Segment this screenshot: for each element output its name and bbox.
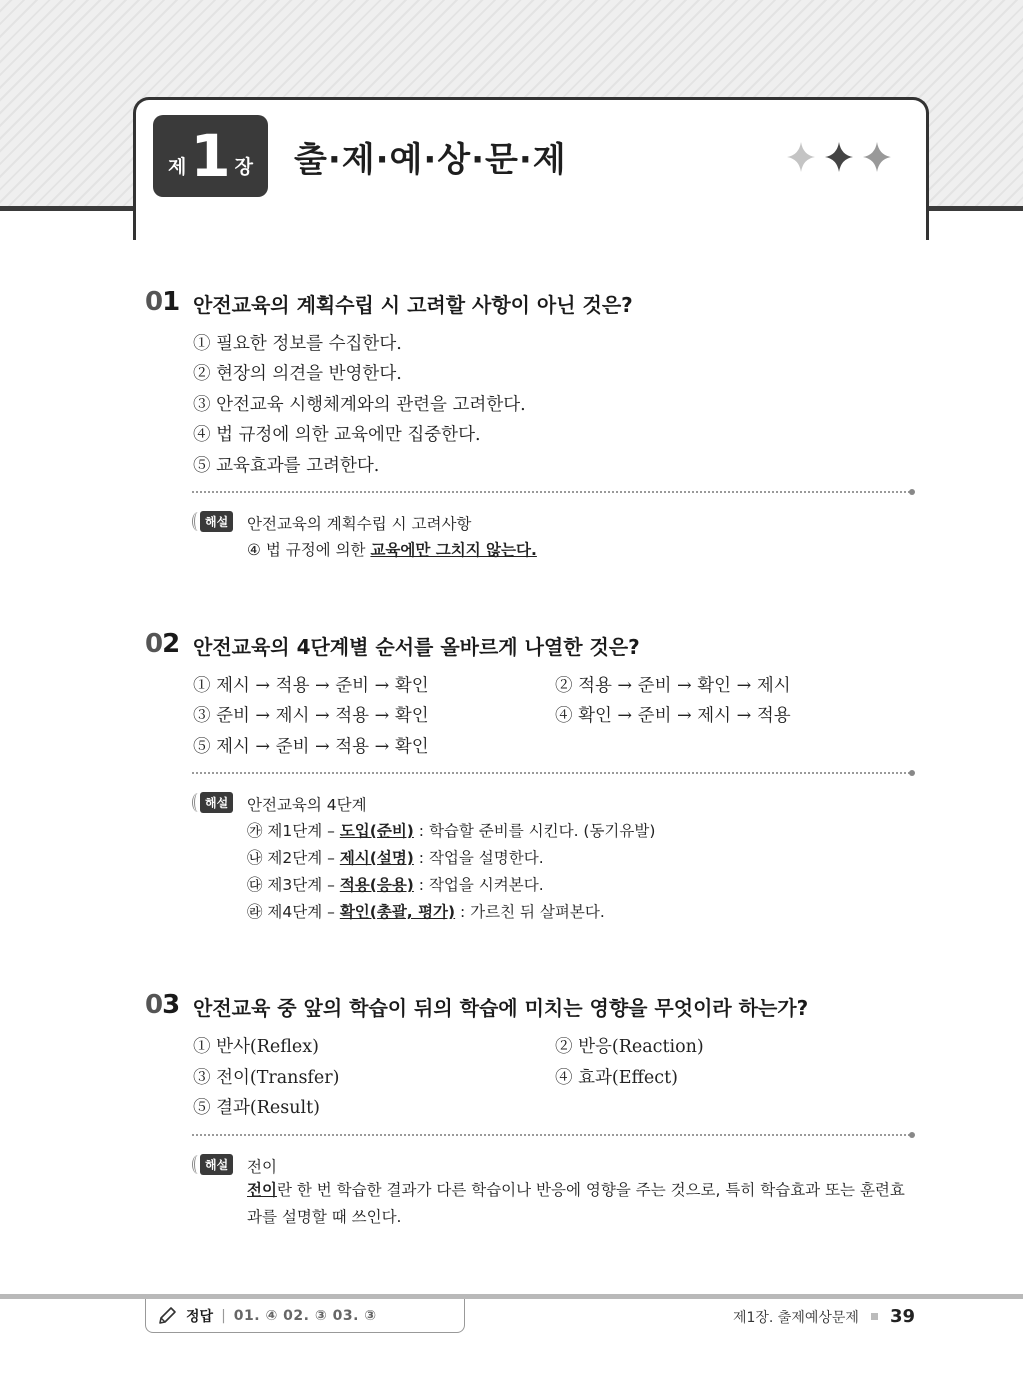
chapter-suffix: 장 xyxy=(234,155,254,178)
question-text: 안전교육의 4단계별 순서를 올바르게 나열한 것은? xyxy=(193,635,640,659)
page-number: 39 xyxy=(889,1306,915,1327)
option-4: ④ 확인 → 준비 → 제시 → 적용 xyxy=(555,706,791,726)
sparkle-icon xyxy=(861,138,893,176)
option-1: ① 제시 → 적용 → 준비 → 확인 xyxy=(193,676,429,696)
divider-dot xyxy=(909,489,915,495)
divider-dot xyxy=(909,1132,915,1138)
answer-box xyxy=(145,1299,465,1333)
option-5: ⑤ 교육효과를 고려한다. xyxy=(193,456,380,476)
option-2: ② 적용 → 준비 → 확인 → 제시 xyxy=(555,676,791,696)
answer-values: 01. ④ 02. ③ 03. ③ xyxy=(233,1307,377,1324)
pencil-icon xyxy=(156,1305,178,1327)
step-3: ㉰ 제3단계 – 적용(응용) : 작업을 시켜본다. xyxy=(247,876,544,894)
explanation-title: 안전교육의 계획수립 시 고려사항 xyxy=(247,515,472,533)
option-2: ② 현장의 의견을 반영한다. xyxy=(193,364,402,384)
option-5: ⑤ 제시 → 준비 → 적용 → 확인 xyxy=(193,737,429,757)
page-footer xyxy=(710,1306,915,1327)
option-3: ③ 전이(Transfer) xyxy=(193,1068,340,1088)
option-3: ③ 안전교육 시행체계와의 관련을 고려한다. xyxy=(193,395,526,415)
option-5: ⑤ 결과(Result) xyxy=(193,1098,320,1118)
square-icon xyxy=(871,1313,878,1320)
step-1: ㉮ 제1단계 – 도입(준비) : 학습할 준비를 시킨다. (동기유발) xyxy=(247,822,656,840)
explanation-title: 안전교육의 4단계 xyxy=(247,796,367,814)
divider-dot xyxy=(909,770,915,776)
step-2: ㉯ 제2단계 – 제시(설명) : 작업을 설명한다. xyxy=(247,849,544,867)
option-1: ① 반사(Reflex) xyxy=(193,1037,319,1057)
divider xyxy=(192,491,910,493)
chapter-badge xyxy=(153,115,268,197)
divider xyxy=(192,1134,910,1136)
question-number: 02 xyxy=(145,629,180,659)
question-text: 안전교육의 계획수립 시 고려할 사항이 아닌 것은? xyxy=(193,293,633,317)
divider xyxy=(192,772,910,774)
explanation-line: ④ 법 규정에 의한 교육에만 그치지 않는다. xyxy=(247,541,537,559)
option-1: ① 필요한 정보를 수집한다. xyxy=(193,334,402,354)
option-3: ③ 준비 → 제시 → 적용 → 확인 xyxy=(193,706,429,726)
explanation-title: 전이 xyxy=(247,1158,277,1176)
explanation-badge: 해설 xyxy=(192,793,236,812)
sparkle-icon xyxy=(785,138,817,176)
page-title: 출·제·예·상·문·제 xyxy=(294,140,567,180)
answer-label: 정답 xyxy=(186,1308,214,1325)
separator: | xyxy=(221,1307,226,1324)
question-text: 안전교육 중 앞의 학습이 뒤의 학습에 미치는 영향을 무엇이라 하는가? xyxy=(193,996,809,1020)
sparkle-icon xyxy=(823,138,855,176)
question-number: 03 xyxy=(145,990,180,1020)
option-4: ④ 효과(Effect) xyxy=(555,1068,678,1088)
step-4: ㉱ 제4단계 – 확인(총괄, 평가) : 가르친 뒤 살펴본다. xyxy=(247,903,605,921)
explanation-badge: 해설 xyxy=(192,512,236,531)
chapter-number: 1 xyxy=(190,122,231,190)
option-2: ② 반응(Reaction) xyxy=(555,1037,704,1057)
chapter-prefix: 제 xyxy=(167,155,187,178)
explanation-body: 전이란 한 번 학습한 결과가 다른 학습이나 반응에 영향을 주는 것으로, 특히 학습효과 또는 훈련효과를 설명할 때 쓰인다. xyxy=(247,1181,905,1226)
option-4: ④ 법 규정에 의한 교육에만 집중한다. xyxy=(193,425,481,445)
explanation-badge: 해설 xyxy=(192,1155,236,1174)
chapter-name: 제1장. 출제예상문제 xyxy=(732,1309,859,1326)
question-number: 01 xyxy=(145,287,180,317)
stars-decoration xyxy=(785,138,893,176)
